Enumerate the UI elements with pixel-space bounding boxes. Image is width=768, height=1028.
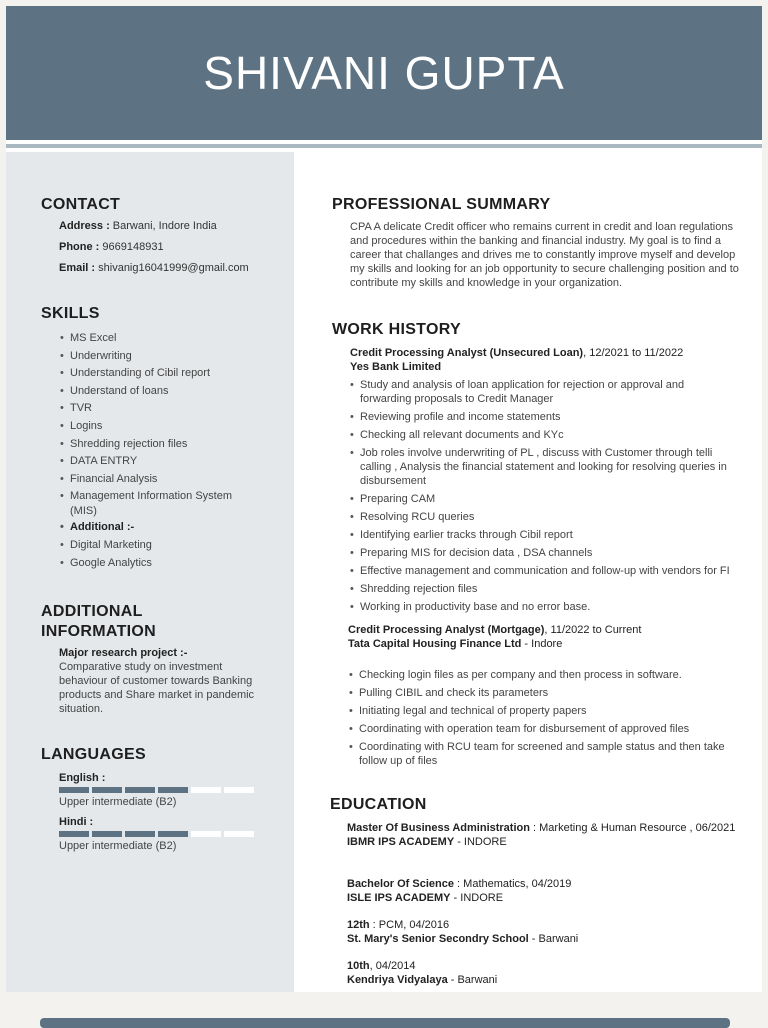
language-level-segment [59, 831, 89, 837]
education-degree-line [347, 877, 747, 891]
job-company-line [350, 361, 441, 373]
education-entry [347, 959, 747, 987]
list-item: • Resolving RCU queries [350, 510, 736, 524]
education-school-line [347, 932, 747, 946]
list-item: • Management Information System (MIS) [60, 489, 260, 520]
education-degree-line [347, 821, 747, 835]
education-degree: 10th [347, 960, 370, 972]
language-level-bar [59, 787, 255, 793]
education-school: IBMR IPS ACADEMY [347, 836, 455, 848]
education-place: - INDORE [454, 836, 507, 848]
education-school-line [347, 835, 747, 849]
job-company-line [348, 638, 562, 650]
phone-value: 9669148931 [99, 241, 164, 253]
job-duties-list [350, 378, 736, 618]
list-item: • Working in productivity base and no error base. [350, 600, 736, 614]
additional-heading [41, 602, 156, 642]
list-item: • Preparing CAM [350, 492, 736, 506]
language-level-segment [125, 831, 155, 837]
education-school-line [347, 891, 747, 905]
next-page-edge [40, 1018, 730, 1028]
header-banner [6, 6, 762, 140]
education-degree: Master Of Business Administration [347, 822, 530, 834]
education-degree: 12th [347, 919, 370, 931]
language-name: English : [59, 772, 106, 784]
contact-address [59, 220, 217, 232]
language-level-segment [191, 831, 221, 837]
education-heading: EDUCATION [330, 796, 427, 813]
language-level-bar [59, 831, 255, 837]
languages-heading: LANGUAGES [41, 746, 146, 763]
language-level-segment [59, 787, 89, 793]
language-level-text: Upper intermediate (B2) [59, 796, 177, 808]
list-item: • Checking all relevant documents and KYc [350, 428, 736, 442]
language-level-segment [224, 787, 254, 793]
education-school: Kendriya Vidyalaya [347, 974, 448, 986]
language-level-segment [125, 787, 155, 793]
skills-list [60, 331, 260, 573]
list-item: • Shredding rejection files [350, 582, 736, 596]
list-item: • Coordinating with operation team for disbursement of approved files [349, 722, 735, 736]
education-school-line [347, 973, 747, 987]
address-label: Address : [59, 220, 110, 232]
education-degree-line [347, 959, 747, 973]
list-item: • Job roles involve underwriting of PL , discuss with Customer through telli calling , Analysis the financial statement and looking for resolving queries in disbursement [350, 446, 736, 488]
list-item: • Understanding of Cibil report [60, 366, 260, 384]
education-entry [347, 821, 747, 849]
list-item: • Underwriting [60, 349, 260, 367]
language-level-segment [92, 787, 122, 793]
job-title: Credit Processing Analyst (Unsecured Loan) [350, 347, 584, 359]
list-item: • Coordinating with RCU team for screened and sample status and then take follow up of files [349, 740, 735, 768]
language-name: Hindi : [59, 816, 94, 828]
education-detail: : Mathematics, 04/2019 [454, 878, 572, 890]
list-item: • Checking login files as per company and then process in software. [349, 668, 735, 682]
header-divider [6, 144, 762, 148]
phone-label: Phone : [59, 241, 100, 253]
summary-heading: PROFESSIONAL SUMMARY [332, 196, 551, 213]
list-item: • DATA ENTRY [60, 454, 260, 472]
list-item: • Initiating legal and technical of property papers [349, 704, 735, 718]
list-item: • Preparing MIS for decision data , DSA channels [350, 546, 736, 560]
list-item: • Study and analysis of loan application for rejection or approval and forwarding proposals to Credit Manager [350, 378, 736, 406]
skills-heading: SKILLS [41, 305, 100, 322]
list-item: • Logins [60, 419, 260, 437]
additional-heading-line2: INFORMATION [41, 623, 156, 640]
language-level-text: Upper intermediate (B2) [59, 840, 177, 852]
list-item: • Additional :- [60, 520, 260, 538]
education-detail: , 04/2014 [369, 960, 416, 972]
job-dates: , 12/2021 to 11/2022 [583, 347, 684, 359]
list-item: • TVR [60, 401, 260, 419]
job-company: Tata Capital Housing Finance Ltd [348, 638, 522, 650]
address-value: Barwani, Indore India [109, 220, 217, 232]
candidate-name: SHIVANI GUPTA [203, 47, 565, 99]
job-duties-list [349, 668, 735, 772]
language-level-segment [224, 831, 254, 837]
list-item: • Understand of loans [60, 384, 260, 402]
language-level-segment [92, 831, 122, 837]
list-item: • Identifying earlier tracks through Cibil report [350, 528, 736, 542]
list-item: • Shredding rejection files [60, 437, 260, 455]
education-school: St. Mary's Senior Secondry School [347, 933, 529, 945]
education-detail: : Marketing & Human Resource , 06/2021 [529, 822, 736, 834]
contact-phone [59, 241, 164, 253]
additional-heading-line1: ADDITIONAL [41, 603, 143, 620]
contact-email [59, 262, 249, 274]
list-item: • Pulling CIBIL and check its parameters [349, 686, 735, 700]
education-place: - Barwani [528, 933, 579, 945]
education-entry [347, 877, 747, 905]
job-company: Yes Bank Limited [350, 361, 442, 373]
language-level-segment [158, 787, 188, 793]
work-heading: WORK HISTORY [332, 321, 461, 338]
language-level-segment [158, 831, 188, 837]
email-label: Email : [59, 262, 96, 274]
education-degree-line [347, 918, 747, 932]
email-value: shivanig16041999@gmail.com [95, 262, 249, 274]
job-location: - Indore [521, 638, 563, 650]
research-project-label: Major research project :- [59, 647, 188, 659]
job-title-line [350, 347, 683, 359]
job-dates: , 11/2022 to Current [544, 624, 642, 636]
job-title-line [348, 624, 641, 636]
summary-text: CPA A delicate Credit officer who remains current in credit and loan regulations and procedures within the banking and financial industry. My goal is to find a career that challanges and drives me to constantly improve myself and develop my skills and looking for an job opportunity to secure challenging position and to contribute my skills and knowledge in your organization. [350, 221, 739, 289]
list-item: • Effective management and communication and follow-up with vendors for FI [350, 564, 736, 578]
list-item: • Digital Marketing [60, 538, 260, 556]
education-place: - Barwani [447, 974, 498, 986]
contact-heading: CONTACT [41, 196, 121, 213]
list-item: • Financial Analysis [60, 472, 260, 490]
education-degree: Bachelor Of Science [347, 878, 454, 890]
job-title: Credit Processing Analyst (Mortgage) [348, 624, 545, 636]
list-item: • Google Analytics [60, 556, 260, 574]
education-school: ISLE IPS ACADEMY [347, 892, 451, 904]
language-level-segment [191, 787, 221, 793]
education-detail: : PCM, 04/2016 [369, 919, 450, 931]
education-place: - INDORE [450, 892, 504, 904]
research-project-text: Comparative study on investment behaviour of customer towards Banking products and Share market in pandemic situation. [59, 661, 255, 715]
list-item: • MS Excel [60, 331, 260, 349]
education-entry [347, 918, 747, 946]
list-item: • Reviewing profile and income statements [350, 410, 736, 424]
